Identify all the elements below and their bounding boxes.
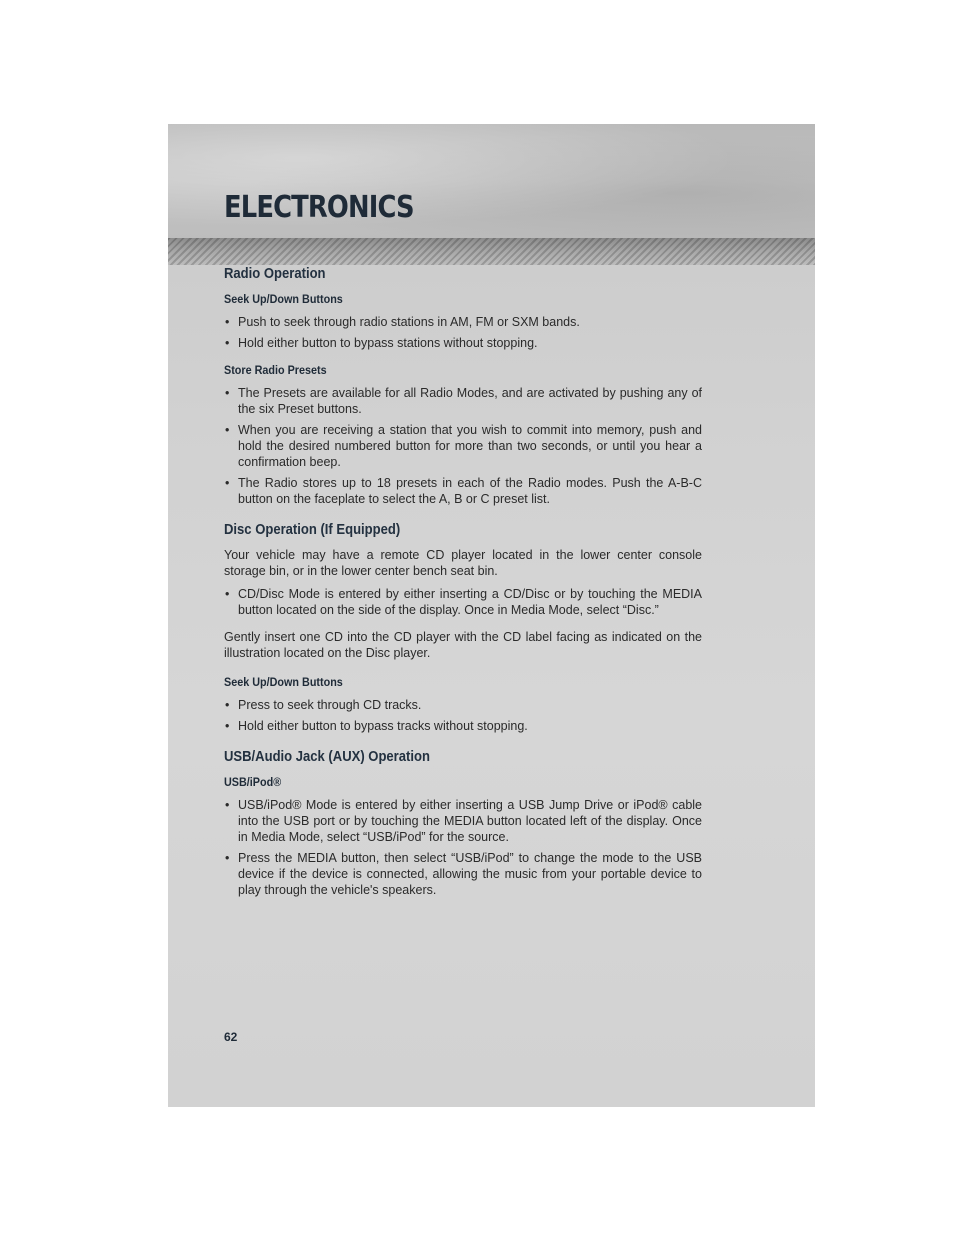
list-item: • The Presets are available for all Radio Modes, and are activated by pushing any of the six Preset buttons. [224,385,702,417]
list-item: • USB/iPod® Mode is entered by either inserting a USB Jump Drive or iPod® cable into the USB port or by touching the MEDIA button located left of the display. Once in Media Mode, select “USB/iPod” for the source. [224,797,702,845]
list-item: • Press to seek through CD tracks. [224,697,702,713]
usb-list [224,797,702,898]
list-item: • Push to seek through radio stations in AM, FM or SXM bands. [224,314,702,330]
disc-seek-list [224,697,702,734]
disc-intro: Your vehicle may have a remote CD player located in the lower center console storage bin, or in the lower center bench seat bin. [224,548,702,578]
content [224,266,702,903]
header-stripe [168,238,815,265]
list-item: • CD/Disc Mode is entered by either inserting a CD/Disc or by touching the MEDIA button located on the side of the display. Once in Media Mode, select “Disc.” [224,586,702,618]
page-title: ELECTRONICS [224,190,414,225]
page-number: 62 [224,1030,238,1044]
disc-seek-heading: Seek Up/Down Buttons [224,675,343,689]
manual-page [168,124,815,1107]
list-item: • The Radio stores up to 18 presets in each of the Radio modes. Push the A-B-C button on the faceplate to select the A, B or C preset list. [224,475,702,507]
list-item: • When you are receiving a station that you wish to commit into memory, push and hold the desired numbered button for more than two seconds, or until you hear a confirmation beep. [224,422,702,470]
list-item: • Hold either button to bypass stations without stopping. [224,335,702,351]
disc-insert-text: Gently insert one CD into the CD player with the CD label facing as indicated on the illustration located on the Disc player. [224,630,702,660]
usb-heading: USB/Audio Jack (AUX) Operation [224,749,430,765]
radio-heading: Radio Operation [224,266,326,282]
radio-seek-list [224,314,702,351]
header-banner [168,124,815,238]
radio-seek-heading: Seek Up/Down Buttons [224,292,343,306]
disc-heading: Disc Operation (If Equipped) [224,522,401,538]
radio-presets-heading: Store Radio Presets [224,363,327,377]
radio-presets-list [224,385,702,507]
disc-mode-list [224,586,702,618]
list-item: • Hold either button to bypass tracks without stopping. [224,718,702,734]
usb-sub-heading: USB/iPod® [224,775,282,789]
list-item: • Press the MEDIA button, then select “USB/iPod” to change the mode to the USB device if the device is connected, allowing the music from your portable device to play through the vehicle's speakers. [224,850,702,898]
